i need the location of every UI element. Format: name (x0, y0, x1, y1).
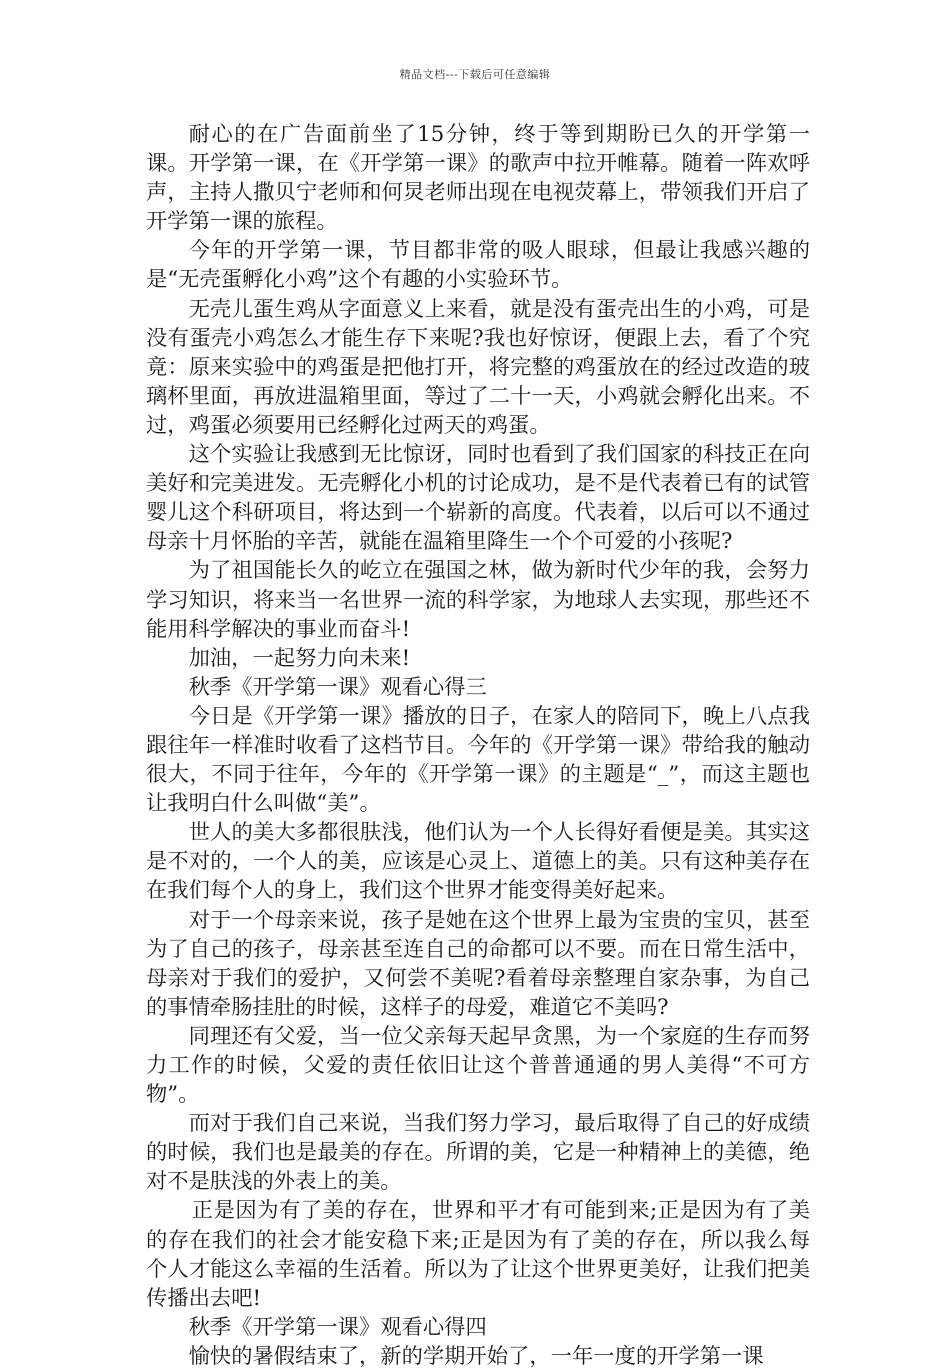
paragraph: 愉快的暑假结束了，新的学期开始了，一年一度的开学第一课 (188, 1343, 764, 1369)
paragraph: 为了祖国能长久的屹立在强国之林，做为新时代少年的我，会努力学习知识，将来当一名世界一流的科学家，为地球人去实现，那些还不能用科学解决的事业而奋斗! (146, 558, 810, 642)
paragraph: 今日是《开学第一课》播放的日子，在家人的陪同下，晚上八点我跟往年一样准时收看了这档节目。今年的《开学第一课》带给我的触动很大，不同于往年，今年的《开学第一课》的主题是“_”，而这主题也让我明白什么叫做“美”。 (146, 703, 810, 817)
paragraph: 耐心的在广告面前坐了15分钟，终于等到期盼已久的开学第一课。开学第一课，在《开学第一课》的歌声中拉开帷幕。随着一阵欢呼声，主持人撒贝宁老师和何炅老师出现在电视荧幕上，带领我们开启了开学第一课的旅程。 (146, 122, 810, 235)
paragraph: 正是因为有了美的存在，世界和平才有可能到来;正是因为有了美的存在我们的社会才能安稳下来;正是因为有了美的存在，所以我么每个人才能这么幸福的生活着。所以为了让这个世界更美好，让我们把美传播出去吧! (146, 1198, 810, 1311)
paragraph: 这个实验让我感到无比惊讶，同时也看到了我们国家的科技正在向美好和完美进发。无壳孵化小机的讨论成功，是不是代表着已有的试管婴儿这个科研项目，将达到一个崭新的高度。代表着，以后可以不通过母亲十月怀胎的辛苦，就能在温箱里降生一个个可爱的小孩呢? (146, 442, 810, 555)
section-heading: 秋季《开学第一课》观看心得四 (188, 1314, 487, 1340)
section-heading: 秋季《开学第一课》观看心得三 (188, 674, 487, 700)
paragraph: 世人的美大多都很肤浅，他们认为一个人长得好看便是美。其实这是不对的，一个人的美，应该是心灵上、道德上的美。只有这种美存在在我们每个人的身上，我们这个世界才能变得美好起来。 (146, 820, 810, 904)
paragraph: 同理还有父爱，当一位父亲每天起早贪黑，为一个家庭的生存而努力工作的时候，父爱的责任依旧让这个普普通通的男人美得“不可方物”。 (146, 1023, 810, 1108)
paragraph: 今年的开学第一课，节目都非常的吸人眼球，但最让我感兴趣的是“无壳蛋孵化小鸡”这个有趣的小实验环节。 (146, 238, 810, 293)
paragraph: 对于一个母亲来说，孩子是她在这个世界上最为宝贵的宝贝，甚至为了自己的孩子，母亲甚至连自己的命都可以不要。而在日常生活中，母亲对于我们的爱护，又何尝不美呢?看着母亲整理自家杂事，为自己的事情牵肠挂肚的时候，这样子的母爱，难道它不美吗? (146, 907, 810, 1020)
document-body (146, 120, 810, 1371)
paragraph: 无壳儿蛋生鸡从字面意义上来看，就是没有蛋壳出生的小鸡，可是没有蛋壳小鸡怎么才能生存下来呢?我也好惊讶，便跟上去，看了个究竟：原来实验中的鸡蛋是把他打开，将完整的鸡蛋放在的经过改造的玻璃杯里面，再放进温箱里面，等过了二十一天，小鸡就会孵化出来。不过，鸡蛋必须要用已经孵化过两天的鸡蛋。 (146, 296, 810, 438)
page-header: 精品文档---下载后可任意编辑 (399, 68, 551, 81)
paragraph: 加油，一起努力向未来! (188, 645, 411, 671)
paragraph: 而对于我们自己来说，当我们努力学习，最后取得了自己的好成绩的时候，我们也是最美的存在。所谓的美，它是一种精神上的美德，绝对不是肤浅的外表上的美。 (146, 1111, 810, 1195)
